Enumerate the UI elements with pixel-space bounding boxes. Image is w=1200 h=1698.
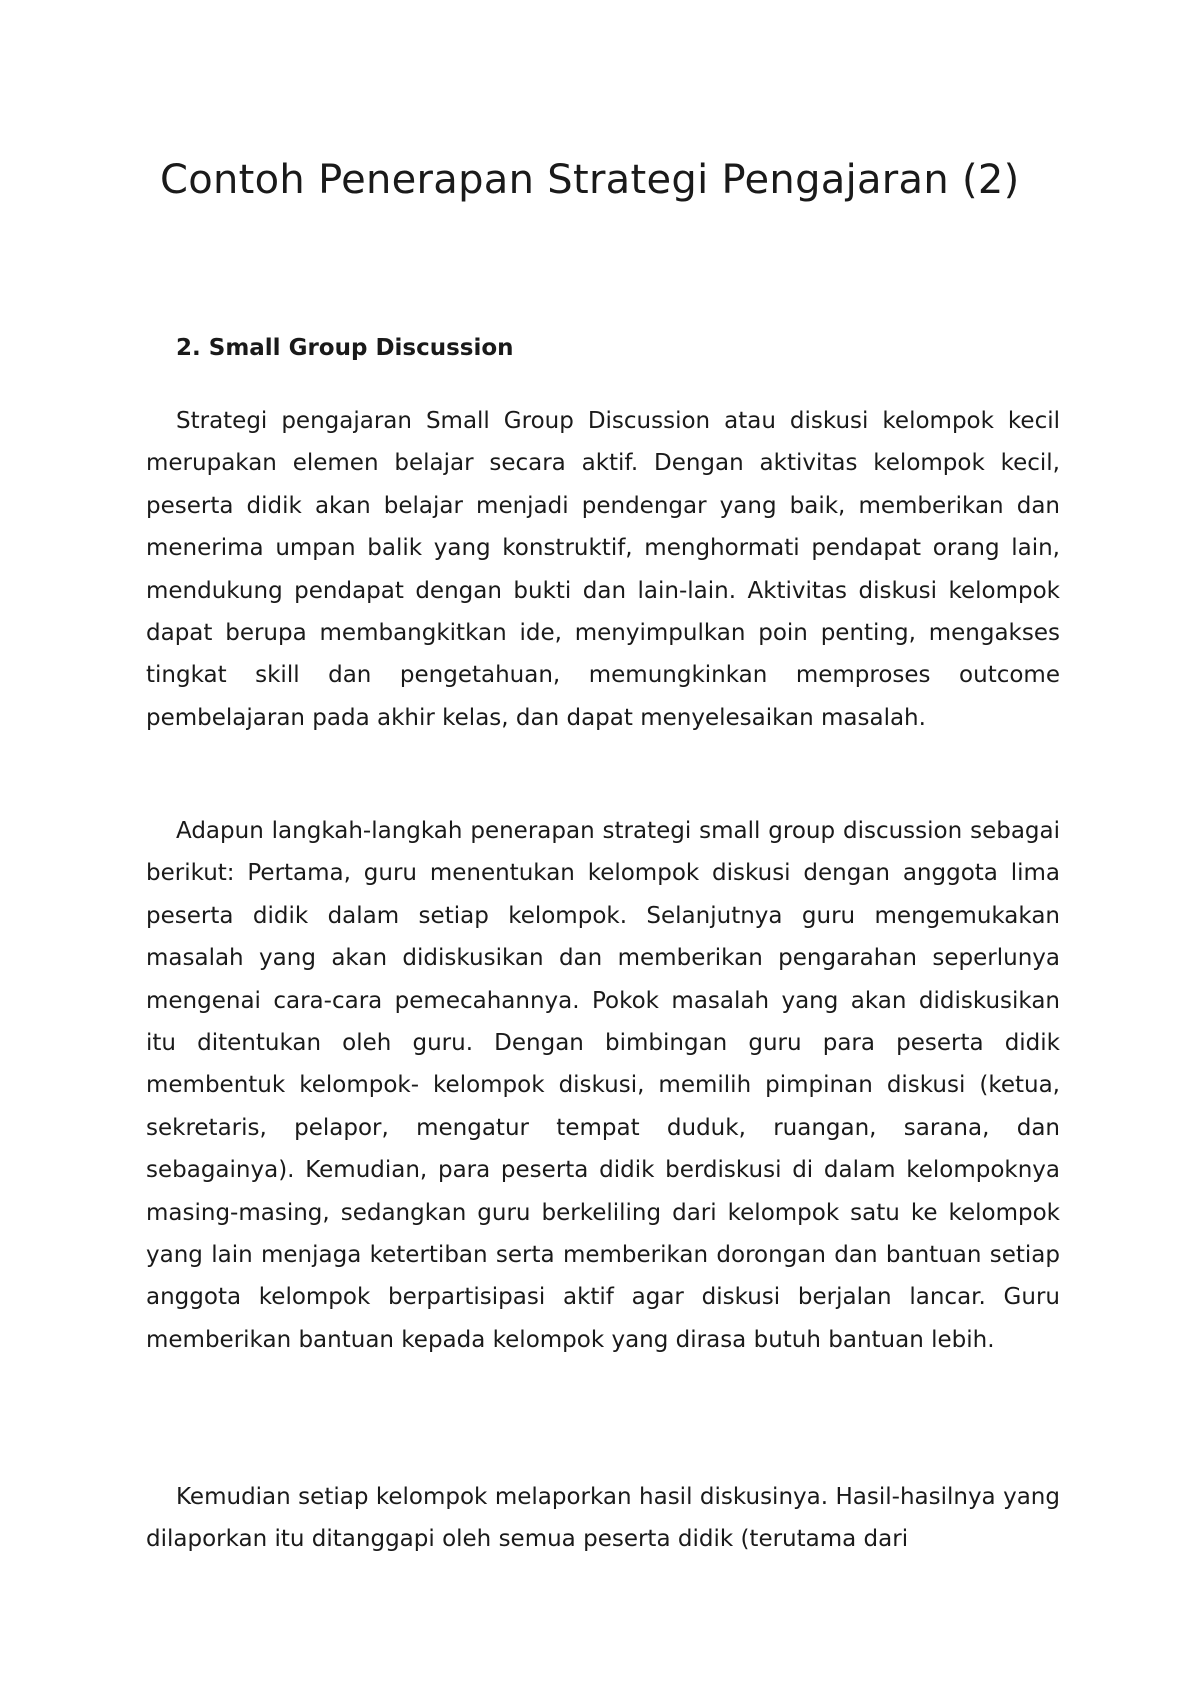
paragraph-steps: Adapun langkah-langkah penerapan strategi small group discussion sebagai berikut: Pertama, guru menentukan kelompok diskusi dengan anggota lima peserta didik dalam setiap kelompok. Selanjutnya guru mengemukakan masalah yang akan didiskusikan dan memberikan pengarahan seperlunya mengenai cara-cara pemecahannya. Pokok masalah yang akan didiskusikan itu ditentukan oleh guru. Dengan bimbingan guru para peserta didik membentuk kelompok- kelompok diskusi, memilih pimpinan diskusi (ketua, sekretaris, pelapor, mengatur tempat duduk, ruangan, sarana, dan sebagainya). Kemudian, para peserta didik berdiskusi di dalam kelompoknya masing-masing, sedangkan guru berkeliling dari kelompok satu ke kelompok yang lain menjaga ketertiban serta memberikan dorongan dan bantuan setiap anggota kelompok berpartisipasi aktif agar diskusi berjalan lancar. Guru memberikan bantuan kepada kelompok yang dirasa butuh bantuan lebih.	[146, 818, 1060, 1353]
paragraph-report: Kemudian setiap kelompok melaporkan hasil diskusinya. Hasil-hasilnya yang dilaporkan itu ditanggapi oleh semua peserta didik (terutama dari	[146, 1484, 1060, 1553]
document-title: Contoh Penerapan Strategi Pengajaran (2)	[160, 157, 1020, 203]
section-heading: 2. Small Group Discussion	[176, 335, 514, 361]
paragraph-intro: Strategi pengajaran Small Group Discussion atau diskusi kelompok kecil merupakan elemen belajar secara aktif. Dengan aktivitas kelompok kecil, peserta didik akan belajar menjadi pendengar yang baik, memberikan dan menerima umpan balik yang konstruktif, menghormati pendapat orang lain, mendukung pendapat dengan bukti dan lain-lain. Aktivitas diskusi kelompok dapat berupa membangkitkan ide, menyimpulkan poin penting, mengakses tingkat skill dan pengetahuan, memungkinkan memproses outcome pembelajaran pada akhir kelas, dan dapat menyelesaikan masalah.	[146, 408, 1060, 731]
